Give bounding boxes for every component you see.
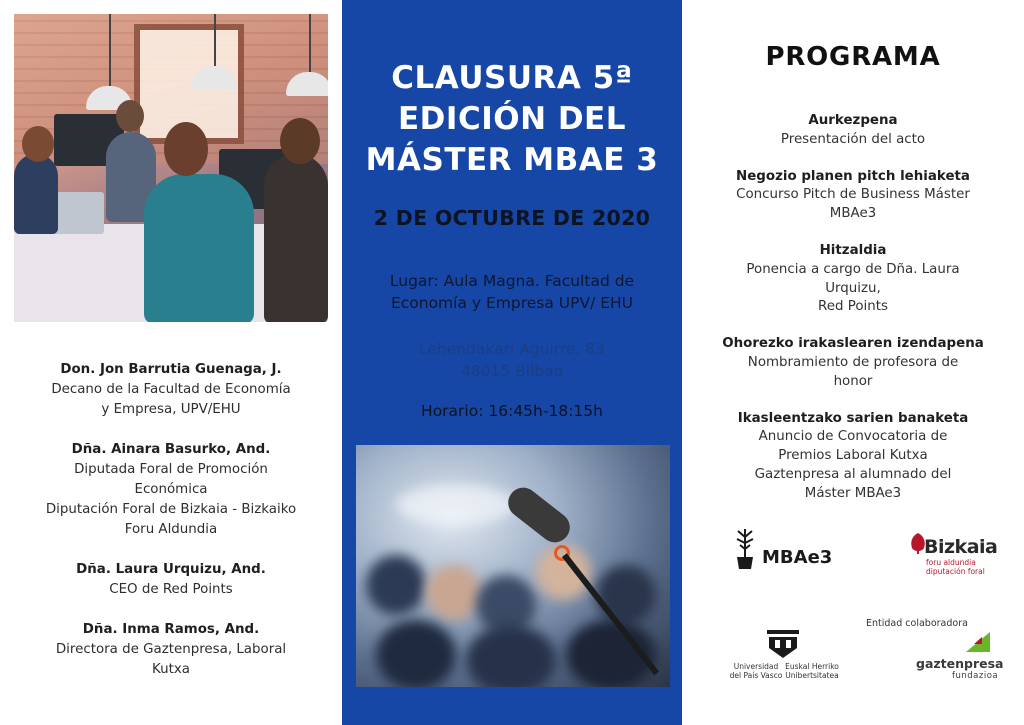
event-address: Lehendakari Aguirre, 83 48015 Bilbao: [418, 340, 606, 380]
program-item-basque: Hitzaldia: [819, 242, 887, 258]
program-list: [704, 112, 1002, 522]
event-schedule: Horario: 16:45h-18:15h: [421, 402, 603, 420]
program-item-spanish: Concurso Pitch de Business Máster MBAe3: [736, 187, 970, 222]
speaker-role: Decano de la Facultad de Economía y Empresa, UPV/EHU: [51, 382, 291, 417]
event-venue: Lugar: Aula Magna. Facultad de Economía y Empresa UPV/ EHU: [389, 272, 635, 312]
left-column: [0, 0, 342, 725]
bizkaia-logo-text: Bizkaia: [924, 536, 998, 558]
bizkaia-logo-subtitle: foru aldundia diputación foral: [926, 558, 985, 576]
upv-name-spanish: Universidad del País Vasco: [729, 662, 783, 680]
speakers-list: [14, 360, 328, 700]
program-heading: PROGRAMA: [765, 42, 941, 72]
upv-ehu-logo: [728, 628, 840, 688]
program-item-basque: Negozio planen pitch lehiaketa: [736, 168, 970, 184]
program-item-spanish: Anuncio de Convocatoria de Premios Laboral Kutxa Gaztenpresa al alumnado del Máster MBAe3: [754, 429, 952, 501]
speaker-role: CEO de Red Points: [109, 582, 233, 597]
gaztenpresa-logo-text: gaztenpresa: [916, 656, 1004, 671]
mbae3-logo-text: MBAe3: [762, 547, 833, 568]
mbae3-logo: [734, 527, 844, 575]
program-item: [704, 168, 1002, 224]
event-title: CLAUSURA 5ª EDICIÓN DEL MÁSTER MBAE 3: [365, 60, 659, 178]
gaztenpresa-logo-subtitle: fundazioa: [952, 671, 999, 681]
speaker-name: Dña. Ainara Basurko, And.: [71, 442, 271, 457]
program-item-spanish: Nombramiento de profesora de honor: [747, 354, 959, 389]
bizkaia-logo: [908, 530, 1004, 580]
gaztenpresa-logo: [912, 630, 1012, 682]
speaker-role: Diputada Foral de Promoción Económica Diputación Foral de Bizkaia - Bizkaiko Foru Aldundia: [45, 462, 297, 537]
speaker-item: [14, 440, 328, 540]
event-date: 2 DE OCTUBRE DE 2020: [373, 206, 651, 230]
program-item: [704, 410, 1002, 504]
speaker-item: [14, 360, 328, 420]
program-item-basque: Ikasleentzako sarien banaketa: [737, 410, 969, 426]
program-item-spanish: Presentación del acto: [780, 131, 926, 147]
program-item-spanish: Ponencia a cargo de Dña. Laura Urquizu, Red Points: [746, 261, 960, 315]
speaker-name: Dña. Laura Urquizu, And.: [76, 562, 266, 577]
upv-emblem-icon: [765, 628, 801, 660]
program-item: [704, 242, 1002, 317]
speaker-name: Don. Jon Barrutia Guenaga, J.: [60, 362, 282, 377]
program-item-basque: Aurkezpena: [808, 113, 898, 128]
collaborating-entity-label: Entidad colaboradora: [866, 618, 968, 629]
tree-icon: [734, 527, 756, 571]
speaker-name: Dña. Inma Ramos, And.: [82, 622, 260, 637]
program-item: [704, 112, 1002, 150]
microphone-conference-photo: [356, 445, 670, 687]
upv-name-basque: Euskal Herriko Unibertsitatea: [785, 662, 839, 680]
program-item: [704, 335, 1002, 391]
program-item-basque: Ohorezko irakaslearen izendapena: [722, 336, 984, 352]
gaztenpresa-mark-icon: [964, 630, 992, 654]
office-team-photo: [14, 14, 328, 322]
speaker-item: [14, 560, 328, 600]
program-column: [682, 0, 1024, 725]
event-info-panel: [342, 0, 682, 725]
microphone-icon: [502, 482, 576, 549]
speaker-role: Directora de Gaztenpresa, Laboral Kutxa: [55, 642, 287, 677]
speaker-item: [14, 620, 328, 680]
